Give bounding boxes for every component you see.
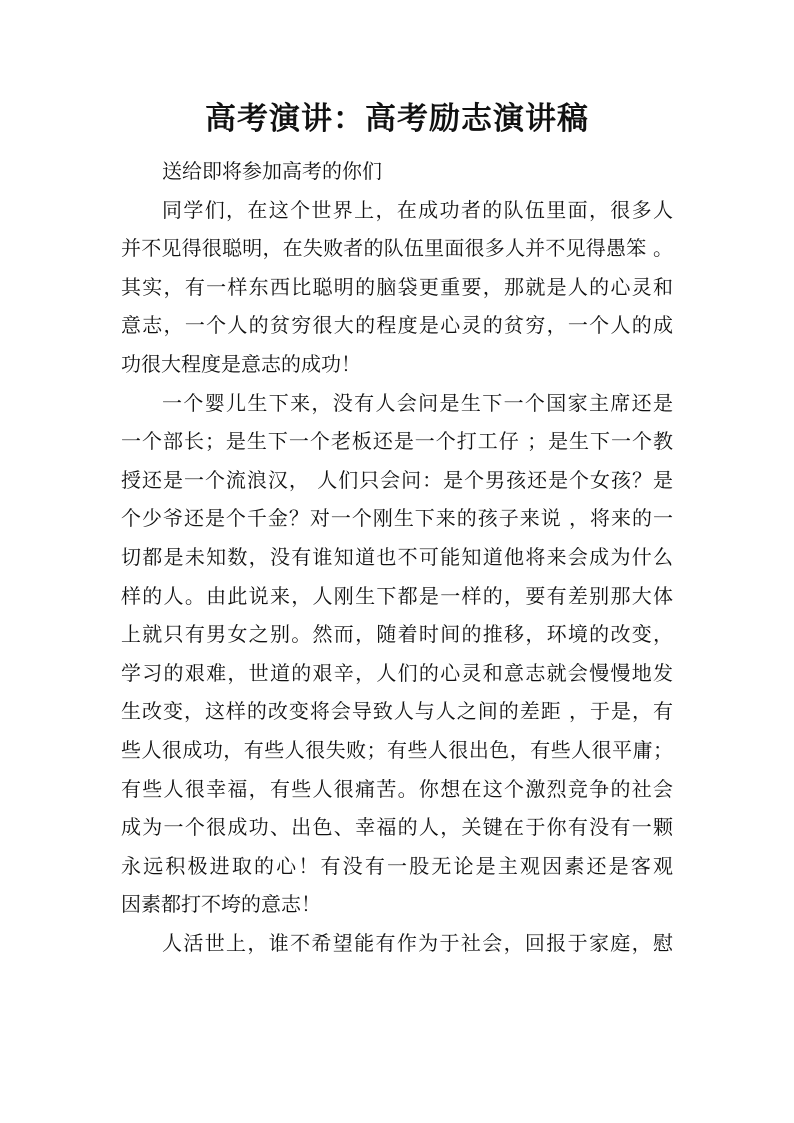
- paragraph-line: 同学们，在这个世界上，在成功者的队伍里面，很多人: [162, 197, 673, 222]
- paragraph-line: 学习的艰难，世道的艰辛，人们的心灵和意志就会慢慢地发: [121, 660, 673, 685]
- paragraph-line: 一个婴儿生下来，没有人会问是生下一个国家主席还是: [162, 390, 673, 415]
- document-body: [121, 152, 673, 962]
- paragraph-line: 因素都打不垮的意志！: [121, 892, 321, 917]
- paragraph-line: 切都是未知数，没有谁知道也不可能知道他将来会成为什么: [121, 544, 673, 569]
- paragraph-line: 意志，一个人的贫穷很大的程度是心灵的贫穷，一个人的成: [121, 313, 673, 338]
- document-subtitle: 送给即将参加高考的你们: [162, 159, 382, 183]
- paragraph-line: 人活世上，谁不希望能有作为于社会，回报于家庭，慰: [162, 930, 673, 955]
- paragraph-line: 功很大程度是意志的成功！: [121, 351, 361, 376]
- paragraph-line: 生改变，这样的改变将会导致人与人之间的差距 ，于是，有: [121, 699, 673, 724]
- paragraph-line: 有些人很幸福，有些人很痛苦。你想在这个激烈竞争的社会: [121, 776, 673, 801]
- paragraph-line: 一个部长；是生下一个老板还是一个打工仔 ；是生下一个教: [121, 429, 673, 454]
- paragraph-line: 授还是一个流浪汉， 人们只会问：是个男孩还是个女孩？是: [121, 467, 673, 492]
- document-title: 高考演讲：高考励志演讲稿: [205, 101, 589, 137]
- paragraph-line: 个少爷还是个千金？对一个刚生下来的孩子来说 ，将来的一: [121, 506, 673, 531]
- paragraph-line: 其实，有一样东西比聪明的脑袋更重要，那就是人的心灵和: [121, 274, 673, 299]
- paragraph-line: 样的人。由此说来，人刚生下都是一样的，要有差别那大体: [121, 583, 673, 608]
- paragraph-line: 成为一个很成功、出色、幸福的人，关键在于你有没有一颗: [121, 815, 673, 840]
- paragraph-line: 永远积极进取的心！有没有一股无论是主观因素还是客观: [121, 853, 673, 878]
- paragraph-line: 些人很成功，有些人很失败；有些人很出色，有些人很平庸；: [121, 737, 673, 762]
- paragraph-line: 并不见得很聪明，在失败者的队伍里面很多人并不见得愚笨 。: [121, 236, 673, 261]
- paragraph-line: 上就只有男女之别。然而，随着时间的推移，环境的改变，: [121, 622, 673, 647]
